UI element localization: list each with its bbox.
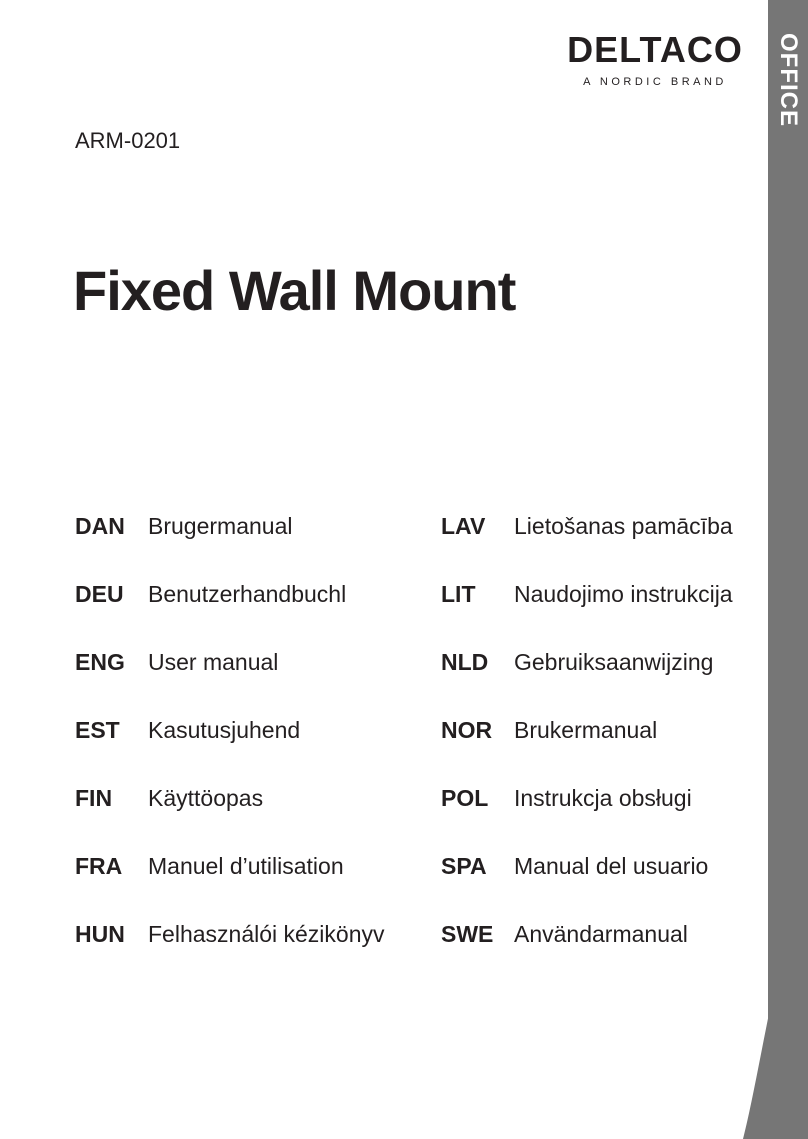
language-code: SPA	[441, 853, 487, 879]
language-row	[441, 507, 801, 575]
language-row	[75, 507, 435, 575]
model-number: ARM-0201	[75, 128, 181, 153]
language-row	[75, 643, 435, 711]
language-code: DAN	[75, 513, 125, 539]
language-row	[75, 711, 435, 779]
language-code: POL	[441, 785, 489, 811]
language-manual-title: Brugermanual	[148, 513, 293, 539]
language-manual-title: Brukermanual	[514, 717, 658, 743]
language-code: HUN	[75, 921, 125, 947]
language-manual-title: Felhasználói kézikönyv	[148, 921, 385, 947]
language-list-right	[441, 507, 801, 983]
language-row	[75, 779, 435, 847]
brand-logo	[560, 30, 750, 88]
language-row	[75, 915, 435, 983]
language-code: EST	[75, 717, 120, 743]
language-manual-title: Användarmanual	[514, 921, 688, 947]
language-manual-title: User manual	[148, 649, 279, 675]
band-curve-decoration	[708, 980, 808, 1139]
language-manual-title: Naudojimo instrukcija	[514, 581, 733, 607]
brand-name: DELTACO	[567, 29, 743, 70]
language-manual-title: Kasutusjuhend	[148, 717, 301, 743]
language-row	[441, 575, 801, 643]
language-manual-title: Manuel d’utilisation	[148, 853, 344, 879]
language-row	[441, 915, 801, 983]
language-row	[441, 779, 801, 847]
language-code: SWE	[441, 921, 494, 947]
language-code: LIT	[441, 581, 476, 607]
office-band-label: OFFICE	[775, 33, 802, 127]
language-manual-title: Manual del usuario	[514, 853, 709, 879]
language-code: DEU	[75, 581, 124, 607]
language-manual-title: Gebruiksaanwijzing	[514, 649, 714, 675]
language-row	[75, 847, 435, 915]
brand-tagline: A NORDIC BRAND	[583, 76, 727, 88]
language-row	[441, 711, 801, 779]
language-code: NOR	[441, 717, 493, 743]
language-manual-title: Lietošanas pamācība	[514, 513, 733, 539]
language-manual-title: Instrukcja obsługi	[514, 785, 692, 811]
language-manual-title: Benutzerhandbuchl	[148, 581, 347, 607]
language-row	[75, 575, 435, 643]
language-row	[441, 847, 801, 915]
product-title: Fixed Wall Mount	[73, 259, 516, 322]
language-code: LAV	[441, 513, 486, 539]
language-row	[441, 643, 801, 711]
language-code: FIN	[75, 785, 113, 811]
language-code: FRA	[75, 853, 123, 879]
language-manual-title: Käyttöopas	[148, 785, 264, 811]
language-list-left	[75, 507, 435, 983]
language-code: ENG	[75, 649, 125, 675]
language-code: NLD	[441, 649, 489, 675]
